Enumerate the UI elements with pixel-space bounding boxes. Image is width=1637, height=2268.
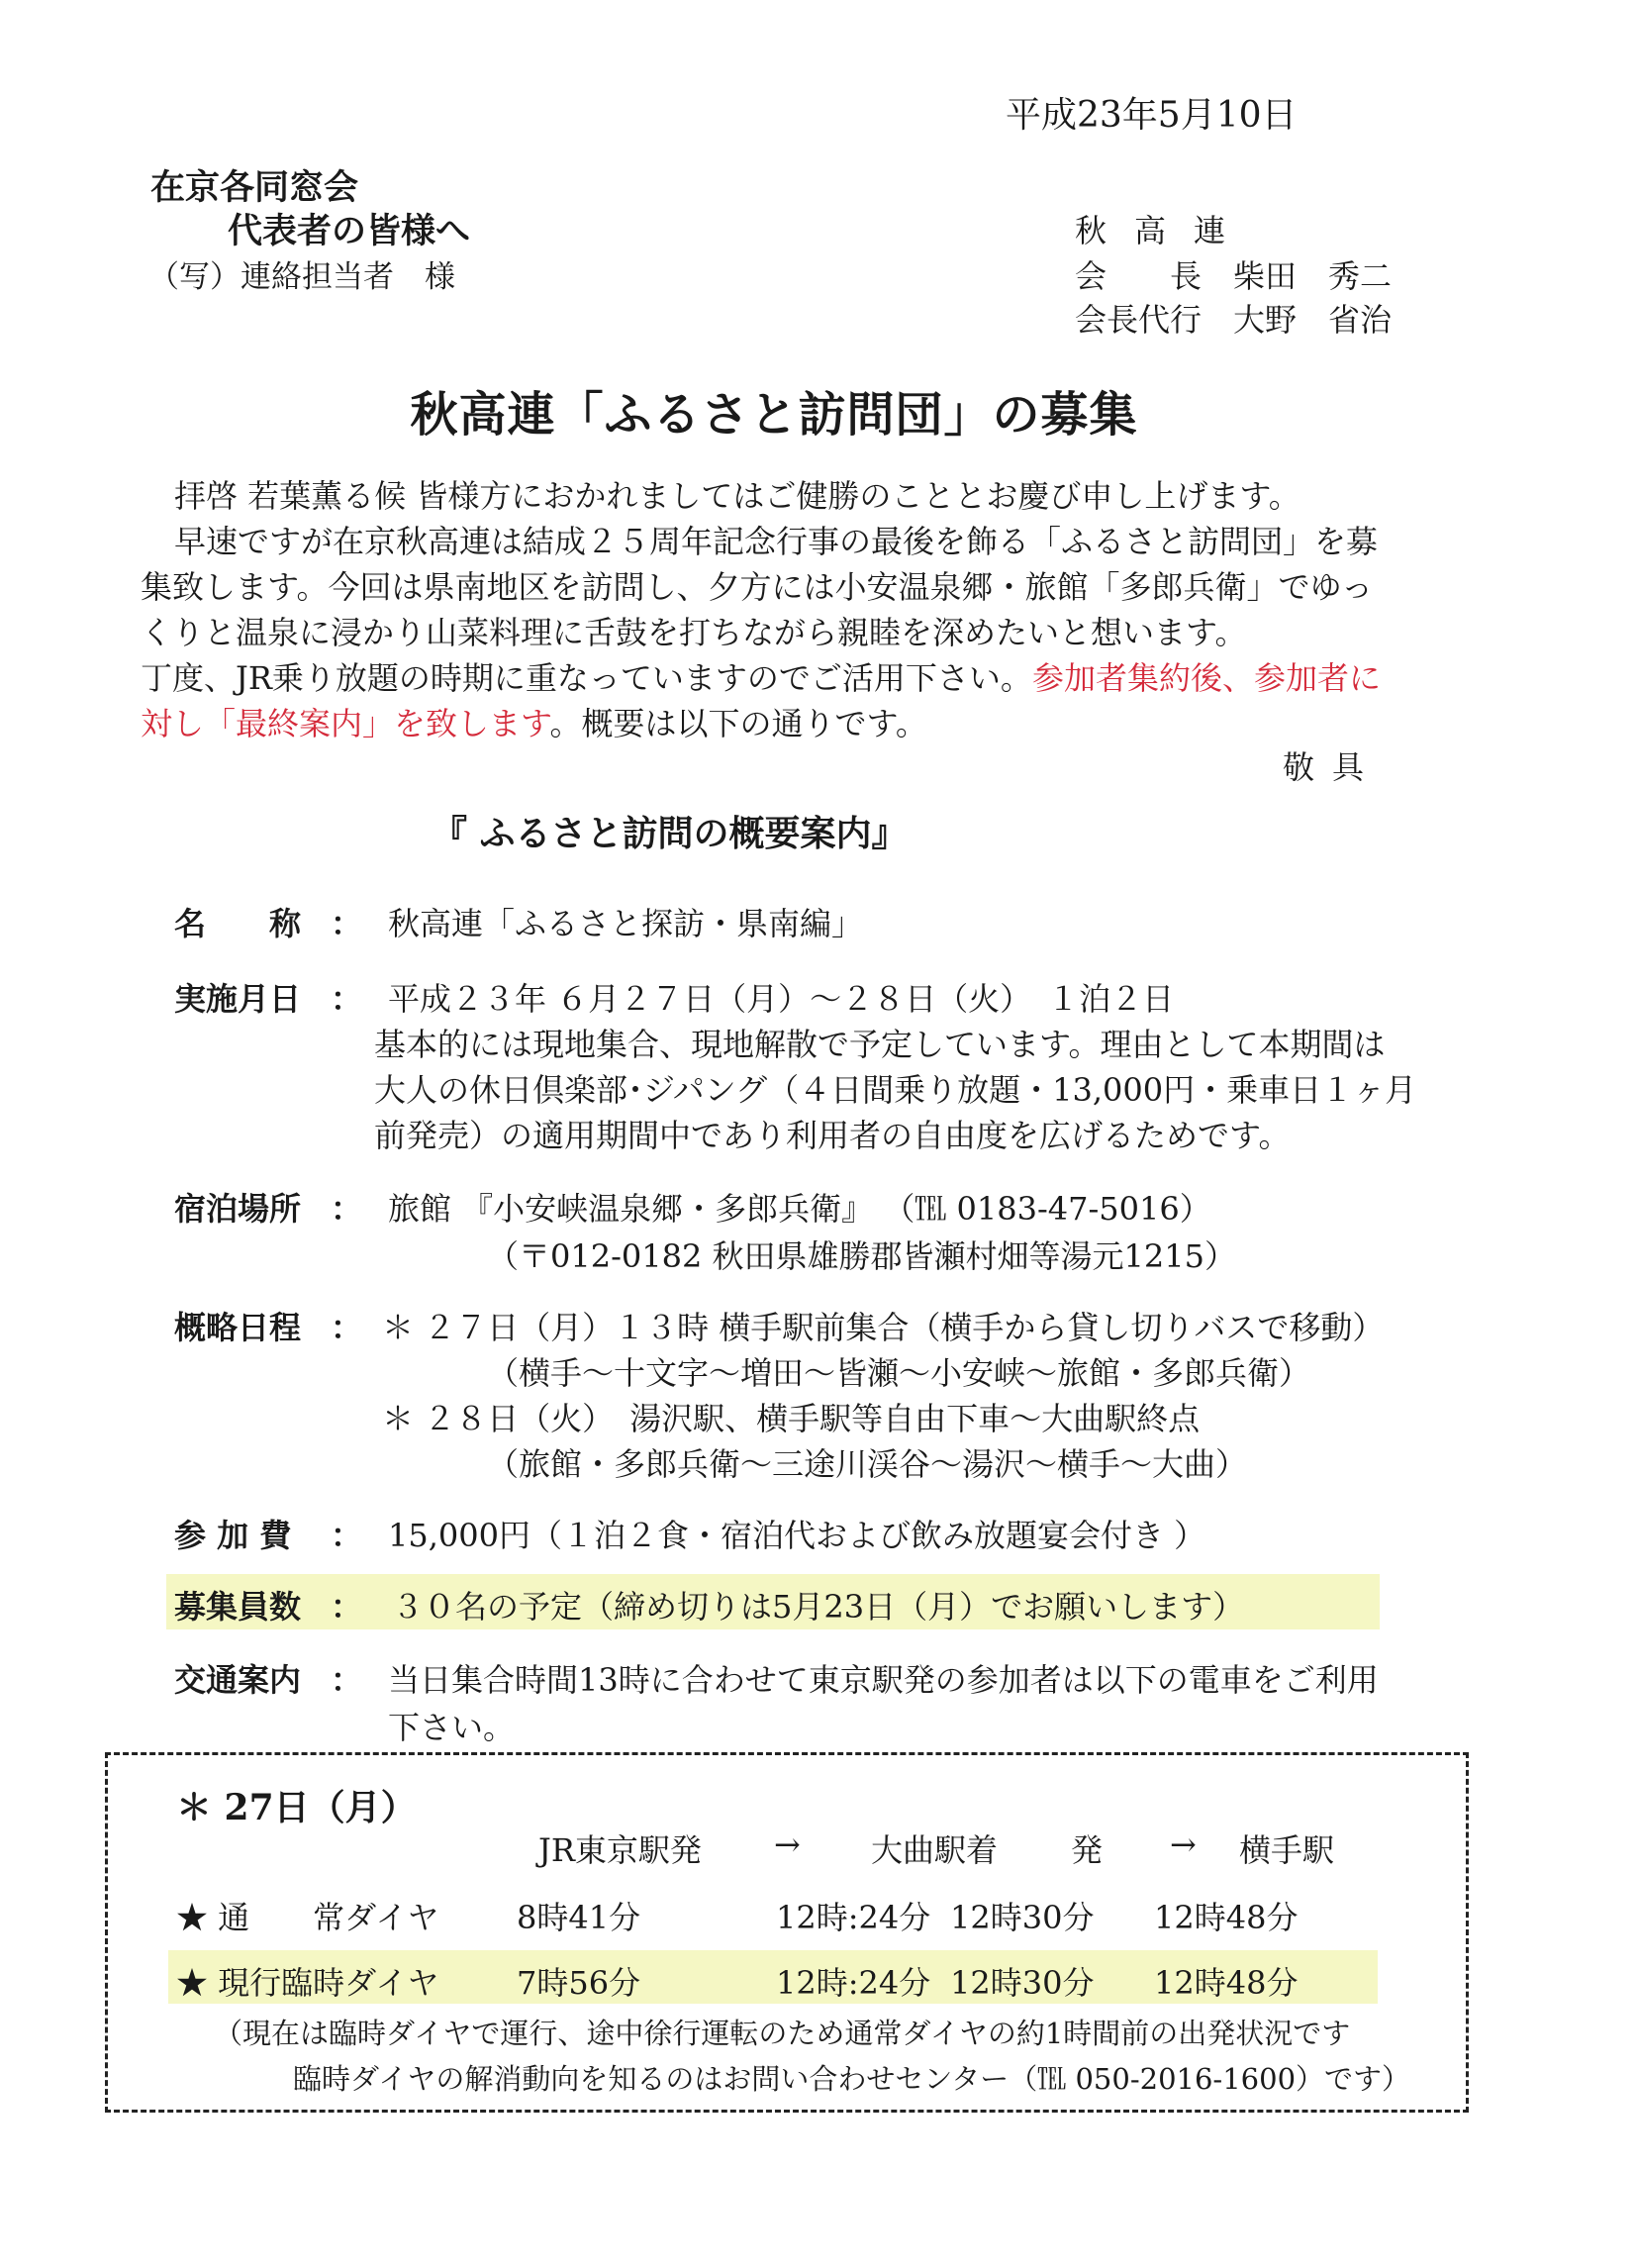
body-line-2: 早速ですが在京秋高連は結成２５周年記念行事の最後を飾る「ふるさと訪問団」を募 xyxy=(174,523,1379,560)
date-note-3: 前発売）の適用期間中であり利用者の自由度を広げるためです。 xyxy=(374,1117,1291,1154)
body-line-4: くりと温泉に浸かり山菜料理に舌鼓を打ちながら親睦を深めたいと想います。 xyxy=(141,614,1247,651)
sender-acting: 会長代行 大野 省治 xyxy=(1075,301,1393,339)
sender-president: 会 長 柴田 秀二 xyxy=(1075,257,1393,295)
date-note-1: 基本的には現地集合、現地解散で予定しています。理由として本期間は xyxy=(374,1026,1386,1063)
train-row-tokyo: 8時41分 xyxy=(517,1899,641,1936)
date-note-2: 大人の休日倶楽部･ジパング（４日間乗り放題・13,000円・乗車日１ヶ月 xyxy=(374,1071,1417,1109)
colon-capacity: ： xyxy=(331,1588,363,1626)
label-capacity: 募集員数 xyxy=(174,1588,302,1626)
label-fee: 参 加 費 xyxy=(174,1517,292,1554)
train-row-omagari-dep: 12時30分 xyxy=(950,1899,1095,1936)
label-transport: 交通案内 xyxy=(174,1661,302,1699)
header-tokyo: JR東京駅発 xyxy=(538,1831,702,1869)
addressee-line1: 在京各同窓会 xyxy=(150,167,359,208)
value-transport-1: 当日集合時間13時に合わせて東京駅発の参加者は以下の電車をご利用 xyxy=(388,1661,1379,1699)
train-note-2: 臨時ダイヤの解消動向を知るのはお問い合わせセンター（℡ 050-2016-1600）です） xyxy=(293,2062,1411,2096)
value-name: 秋高連「ふるさと探訪・県南編」 xyxy=(388,905,864,942)
body-line-5 xyxy=(141,653,1381,699)
lodging-address: （〒012-0182 秋田県雄勝郡皆瀬村畑等湯元1215） xyxy=(487,1237,1236,1275)
train-row-label: ★ 現行臨時ダイヤ xyxy=(176,1964,439,2002)
body-line-3: 集致します。今回は県南地区を訪問し、夕方には小安温泉郷・旅館「多郎兵衛」でゆっ xyxy=(141,568,1374,606)
body-line-6b: 。概要は以下の通りです。 xyxy=(549,705,927,742)
header-arrow-2: → xyxy=(1170,1825,1197,1863)
header-omagari-dep: 発 xyxy=(1071,1831,1104,1869)
value-transport-2: 下さい。 xyxy=(388,1709,516,1746)
train-row-yokote: 12時48分 xyxy=(1154,1964,1299,2002)
addressee-line3: （写）連絡担当者 様 xyxy=(148,259,455,295)
closing-keigu: 敬具 xyxy=(1283,748,1383,786)
schedule-day2-route: （旅館・多郎兵衛～三途川渓谷～湯沢～横手～大曲） xyxy=(487,1445,1248,1483)
train-row-omagari-arr: 12時:24分 xyxy=(776,1899,931,1936)
colon-date: ： xyxy=(331,980,363,1018)
schedule-day2: ＊ ２８日（火） 湯沢駅、横手駅等自由下車～大曲駅終点 xyxy=(382,1400,1201,1437)
train-row-label: ★ 通 常ダイヤ xyxy=(176,1899,439,1936)
label-name: 名 称 xyxy=(174,905,302,942)
colon-name: ： xyxy=(331,905,363,942)
outline-subtitle: 『 ふるさと訪問の概要案内』 xyxy=(432,813,908,854)
train-row-omagari-arr: 12時:24分 xyxy=(776,1964,931,2002)
body-line-5b-red: 参加者集約後、参加者に xyxy=(1031,659,1381,697)
colon-lodging: ： xyxy=(331,1190,363,1228)
colon-schedule: ： xyxy=(331,1309,363,1346)
value-fee: 15,000円（１泊２食・宿泊代および飲み放題宴会付き ） xyxy=(388,1517,1206,1554)
document-title: 秋高連「ふるさと訪問団」の募集 xyxy=(410,387,1138,443)
value-lodging: 旅館 『小安峡温泉郷・多郎兵衛』 （℡ 0183-47-5016） xyxy=(388,1190,1211,1228)
body-line-1: 拝啓 若葉薫る候 皆様方におかれましてはご健勝のこととお慶び申し上げます。 xyxy=(174,477,1300,515)
schedule-day1-route: （横手～十文字～増田～皆瀬～小安峡～旅館・多郎兵衛） xyxy=(487,1354,1311,1392)
body-line-6a-red: 対し「最終案内」を致します xyxy=(141,705,550,742)
train-note-1: （現在は臨時ダイヤで運行、途中徐行運転のため通常ダイヤの約1時間前の出発状況です xyxy=(214,2017,1351,2050)
train-day-heading: ＊ 27日（月） xyxy=(176,1787,417,1828)
document-date: 平成23年5月10日 xyxy=(1006,95,1298,136)
colon-fee: ： xyxy=(331,1517,363,1554)
schedule-day1: ＊ ２７日（月）１３時 横手駅前集合（横手から貸し切りバスで移動） xyxy=(382,1309,1385,1346)
train-row-omagari-dep: 12時30分 xyxy=(950,1964,1095,2002)
body-line-5a: 丁度、JR乗り放題の時期に重なっていますのでご活用下さい。 xyxy=(141,659,1032,697)
body-line-6 xyxy=(141,699,927,744)
header-yokote: 横手駅 xyxy=(1239,1831,1335,1869)
value-date: 平成２３年 ６月２７日（月）～２８日（火） １泊２日 xyxy=(388,980,1175,1018)
sender-org: 秋高連 xyxy=(1075,212,1254,249)
value-capacity: ３０名の予定（締め切りは5月23日（月）でお願いします） xyxy=(392,1588,1245,1626)
label-schedule: 概略日程 xyxy=(174,1309,302,1346)
label-lodging: 宿泊場所 xyxy=(174,1190,302,1228)
addressee-line2: 代表者の皆様へ xyxy=(228,211,471,251)
label-date: 実施月日 xyxy=(174,980,302,1018)
header-arrow-1: → xyxy=(774,1825,801,1863)
train-row-yokote: 12時48分 xyxy=(1154,1899,1299,1936)
train-row-tokyo: 7時56分 xyxy=(517,1964,641,2002)
header-omagari-arr: 大曲駅着 xyxy=(871,1831,999,1869)
colon-transport: ： xyxy=(331,1661,363,1699)
